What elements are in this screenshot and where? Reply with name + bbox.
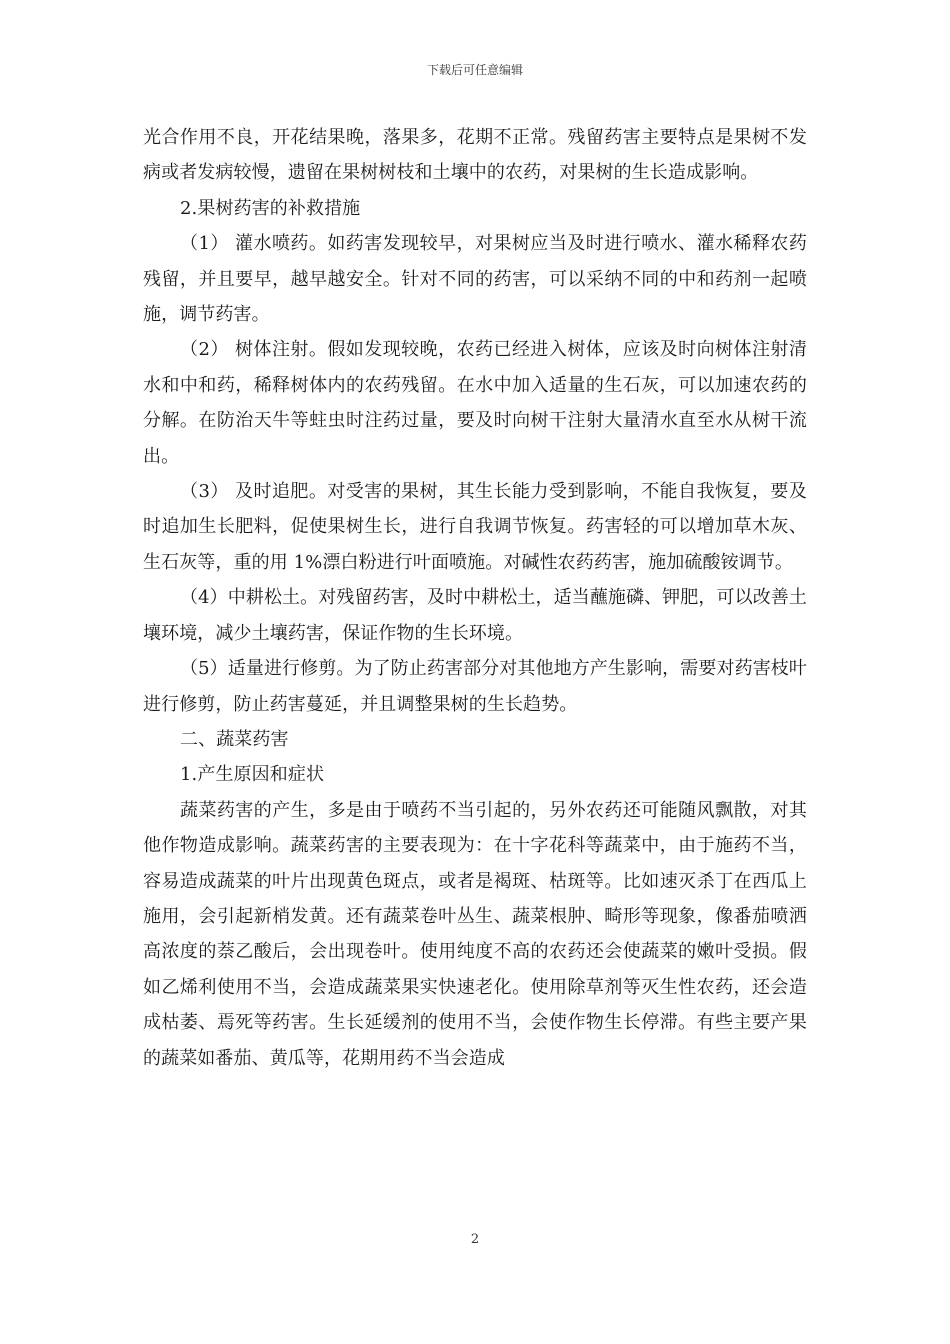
paragraph-remedy-4: （4）中耕松土。对残留药害，及时中耕松土，适当蘸施磷、钾肥，可以改善土壤环境，减少土壤药害，保证作物的生长环境。 <box>143 587 807 644</box>
page-header: 下载后可任意编辑 <box>426 63 523 77</box>
section-heading-remedies: 2.果树药害的补救措施 <box>180 197 361 219</box>
section-heading-vegetables: 二、蔬菜药害 <box>180 728 289 750</box>
subsection-heading-causes: 1.产生原因和症状 <box>180 764 325 786</box>
paragraph-remedy-3: （3） 及时追肥。对受害的果树，其生长能力受到影响，不能自我恢复，要及时追加生长肥料，促使果树生长，进行自我调节恢复。药害轻的可以增加草木灰、生石灰等，重的用 1%漂白粉进行叶面喷施。对碱性农药药害，施加硫酸铵调节。 <box>143 481 807 573</box>
paragraph-remedy-2: （2） 树体注射。假如发现较晚，农药已经进入树体，应该及时向树体注射清水和中和药，稀释树体内的农药残留。在水中加入适量的生石灰，可以加速农药的分解。在防治天牛等蛀虫时注药过量，要及时向树干注射大量清水直至水从树干流出。 <box>143 339 807 467</box>
paragraph-1: 光合作用不良，开花结果晚，落果多，花期不正常。残留药害主要特点是果树不发病或者发病较慢，遗留在果树树枝和土壤中的农药，对果树的生长造成影响。 <box>143 127 807 184</box>
paragraph-remedy-1: （1） 灌水喷药。如药害发现较早，对果树应当及时进行喷水、灌水稀释农药残留，并且要早，越早越安全。针对不同的药害，可以采纳不同的中和药剂一起喷施，调节药害。 <box>143 233 807 326</box>
document-body <box>143 120 807 1076</box>
page-number: 2 <box>470 1232 480 1247</box>
paragraph-vegetable-damage: 蔬菜药害的产生，多是由于喷药不当引起的，另外农药还可能随风飘散，对其他作物造成影响。蔬菜药害的主要表现为：在十字花科等蔬菜中，由于施药不当，容易造成蔬菜的叶片出现黄色斑点，或者是褐斑、枯斑等。比如速灭杀丁在西瓜上施用，会引起新梢发黄。还有蔬菜卷叶丛生、蔬菜根肿、畸形等现象，像番茄喷洒高浓度的萘乙酸后，会出现卷叶。使用纯度不高的农药还会使蔬菜的嫩叶受损。假如乙烯利使用不当，会造成蔬菜果实快速老化。使用除草剂等灭生性农药，还会造成枯萎、焉死等药害。生长延缓剂的使用不当，会使作物生长停滞。有些主要产果的蔬菜如番茄、黄瓜等，花期用药不当会造成 <box>143 799 807 1069</box>
paragraph-remedy-5: （5）适量进行修剪。为了防止药害部分对其他地方产生影响，需要对药害枝叶进行修剪，防止药害蔓延，并且调整果树的生长趋势。 <box>143 658 807 715</box>
